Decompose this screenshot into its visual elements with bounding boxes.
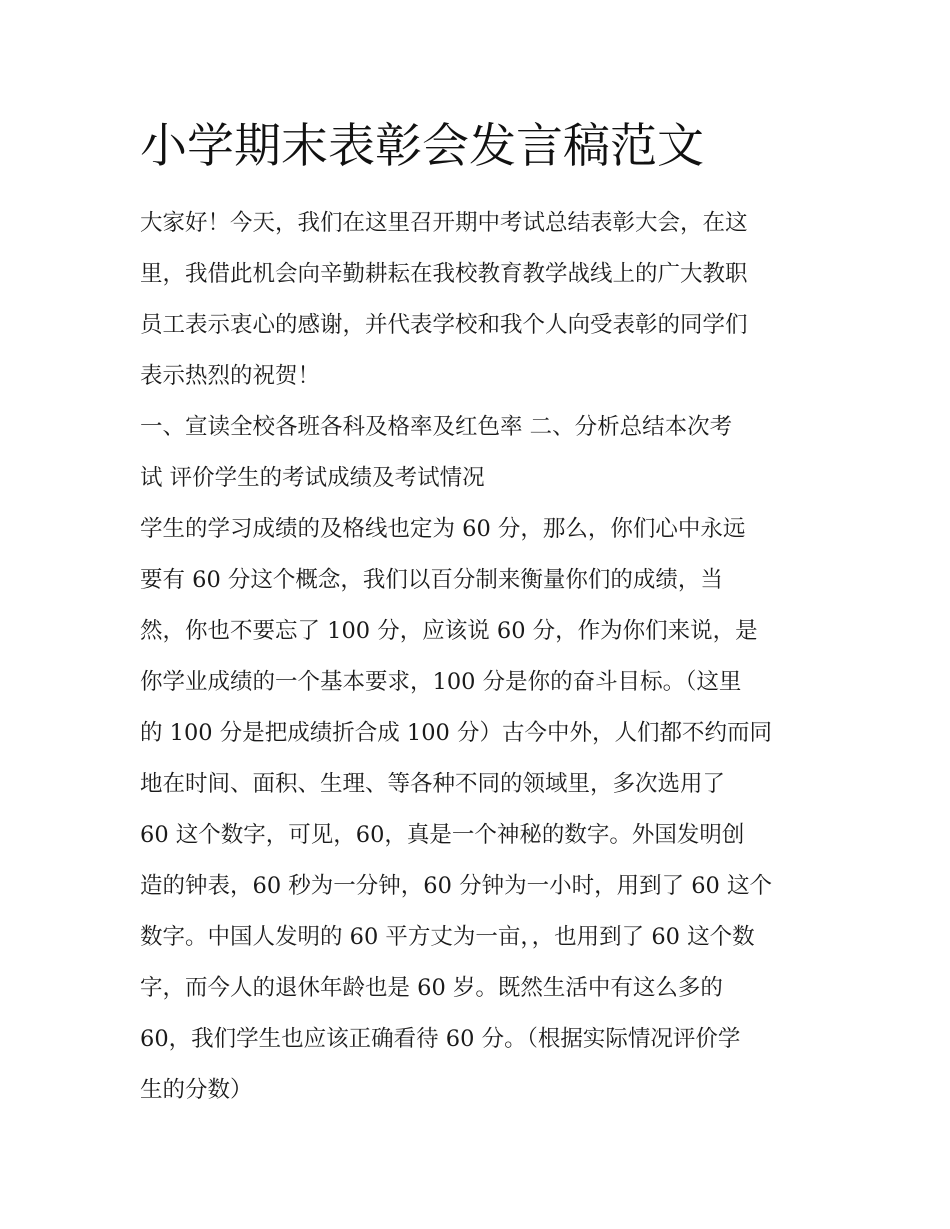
document-title: 小学期末表彰会发言稿范文 [140, 119, 704, 174]
body-line: 员工表示衷心的感谢，并代表学校和我个人向受表彰的同学们 [140, 312, 748, 338]
body-line: 要有 60 分这个概念，我们以百分制来衡量你们的成绩，当 [140, 567, 723, 593]
document-body [140, 198, 830, 1116]
body-line: 然，你也不要忘了 100 分，应该说 60 分，作为你们来说，是 [140, 618, 758, 644]
body-line: 造的钟表，60 秒为一分钟，60 分钟为一小时，用到了 60 这个 [140, 873, 773, 899]
body-line: 60 这个数字，可见，60，真是一个神秘的数字。外国发明创 [140, 822, 745, 848]
body-line: 生的分数） [140, 1077, 253, 1103]
body-line: 数字。中国人发明的 60 平方丈为一亩，，也用到了 60 这个数 [140, 924, 755, 950]
body-line: 60，我们学生也应该正确看待 60 分。（根据实际情况评价学 [140, 1026, 741, 1052]
body-line: 地在时间、面积、生理、等各种不同的领域里，多次选用了 [140, 771, 726, 797]
body-line: 试 评价学生的考试成绩及考试情况 [140, 465, 485, 491]
body-line: 字，而今人的退休年龄也是 60 岁。既然生活中有这么多的 [140, 975, 723, 1001]
body-line: 一、宣读全校各班各科及格率及红色率 二、分析总结本次考 [140, 414, 733, 440]
body-line: 里，我借此机会向辛勤耕耘在我校教育教学战线上的广大教职 [140, 261, 748, 287]
body-line: 表示热烈的祝贺！ [140, 363, 321, 389]
body-line: 的 100 分是把成绩折合成 100 分）古今中外，人们都不约而同 [140, 720, 773, 746]
body-line: 你学业成绩的一个基本要求，100 分是你的奋斗目标。（这里 [140, 669, 742, 695]
body-line: 大家好！今天，我们在这里召开期中考试总结表彰大会，在这 [140, 210, 748, 236]
body-line: 学生的学习成绩的及格线也定为 60 分，那么，你们心中永远 [140, 516, 746, 542]
